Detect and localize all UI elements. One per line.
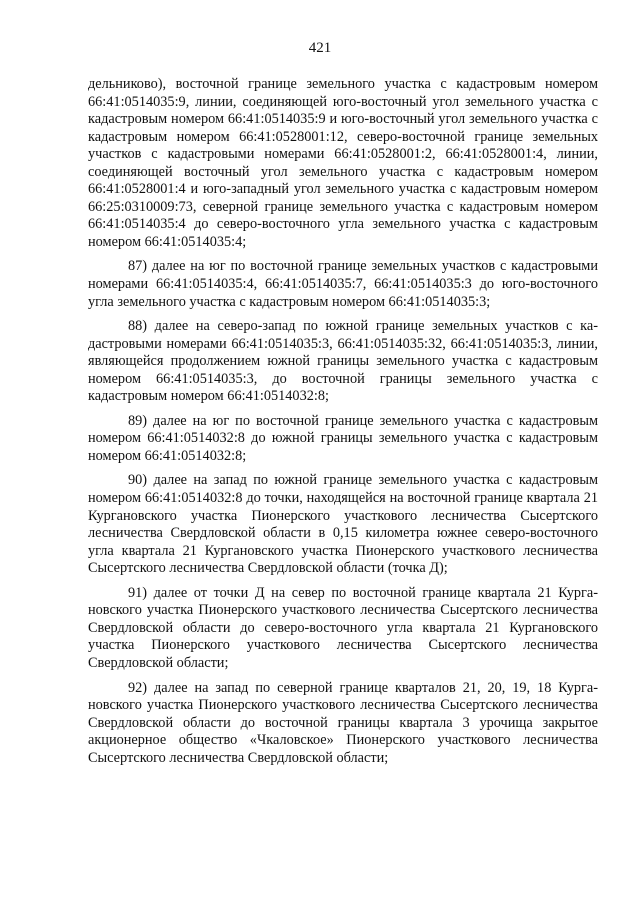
paragraph-item-88: 88) далее на северо-запад по южной границе земельных участков с кадастровыми номерами 66:41:0514035:3, 66:41:0514035:32, 66:41:0514035:3, линии, являющейся продолжением южной границы земельного участка с кадастровым номером 66:41:0514035:3, до восточной границы земельного участка с кадастровым номером 66:41:0514032:8; [88, 318, 598, 405]
paragraph-item-90: 90) далее на запад по южной границе земельного участка с кадастровым номером 66:41:0514032:8 до точки, находящейся на восточной границе квартала 21 Кургановского участка Пионерского участкового лесничества Сысертского лесничества Свердловской области в 0,15 километра южнее северо-восточного угла квартала 21 Кургановского участка Пионерского участкового лесничества Сысертского лесничества Свердловской области (точка Д); [88, 472, 598, 577]
paragraph-item-89: 89) далее на юг по восточной границе земельного участка с кадастровым номером 66:41:0514032:8 до южной границы земельного участка с кадастровым номером 66:41:0514032:8; [88, 412, 598, 464]
document-body [88, 76, 598, 774]
paragraph-continuation: дельниково), восточной границе земельного участка с кадастровым номером 66:41:0514035:9, линии, соединяющей юго-восточный угол земельного участка с кадастровым номером 66:41:0514035:9 и юго-восточный угол земельного участка с кадастровым номером 66:41:0528001:12, северо-восточной границе земельных участков с кадастровыми номерами 66:41:0528001:2, 66:41:0528001:4, линии, соединяющей восточный угол земельного участка с кадастровым номером 66:41:0528001:4 и юго-западный угол земельного участка с кадастровым номером 66:25:0310009:73, северной границе земельного участка с кадастровым номером 66:41:0514035:4 до северо-восточного угла земельного участка с кадастровым номером 66:41:0514035:4; [88, 76, 598, 250]
paragraph-item-92: 92) далее на запад по северной границе кварталов 21, 20, 19, 18 Кургановского участка Пионерского участкового лесничества Сысертского лесничества Свердловской области до восточной границы квартала 3 урочища закрытое акционерное общество «Чкаловское» Пионерского участкового лесничества Сысертского лесничества Свердловской области; [88, 679, 598, 766]
paragraph-item-87: 87) далее на юг по восточной границе земельных участков с кадастровыми номерами 66:41:0514035:4, 66:41:0514035:7, 66:41:0514035:3 до юго-восточного угла земельного участка с кадастровым номером 66:41:0514035:3; [88, 258, 598, 310]
paragraph-item-91: 91) далее от точки Д на север по восточной границе квартала 21 Кургановского участка Пионерского участкового лесничества Сысертского лесничества Свердловской области до северо-восточного угла квартала 21 Кургановского участка Пионерского участкового лесничества Сысертского лесничества Свердловской области; [88, 584, 598, 671]
page-number: 421 [308, 40, 332, 56]
